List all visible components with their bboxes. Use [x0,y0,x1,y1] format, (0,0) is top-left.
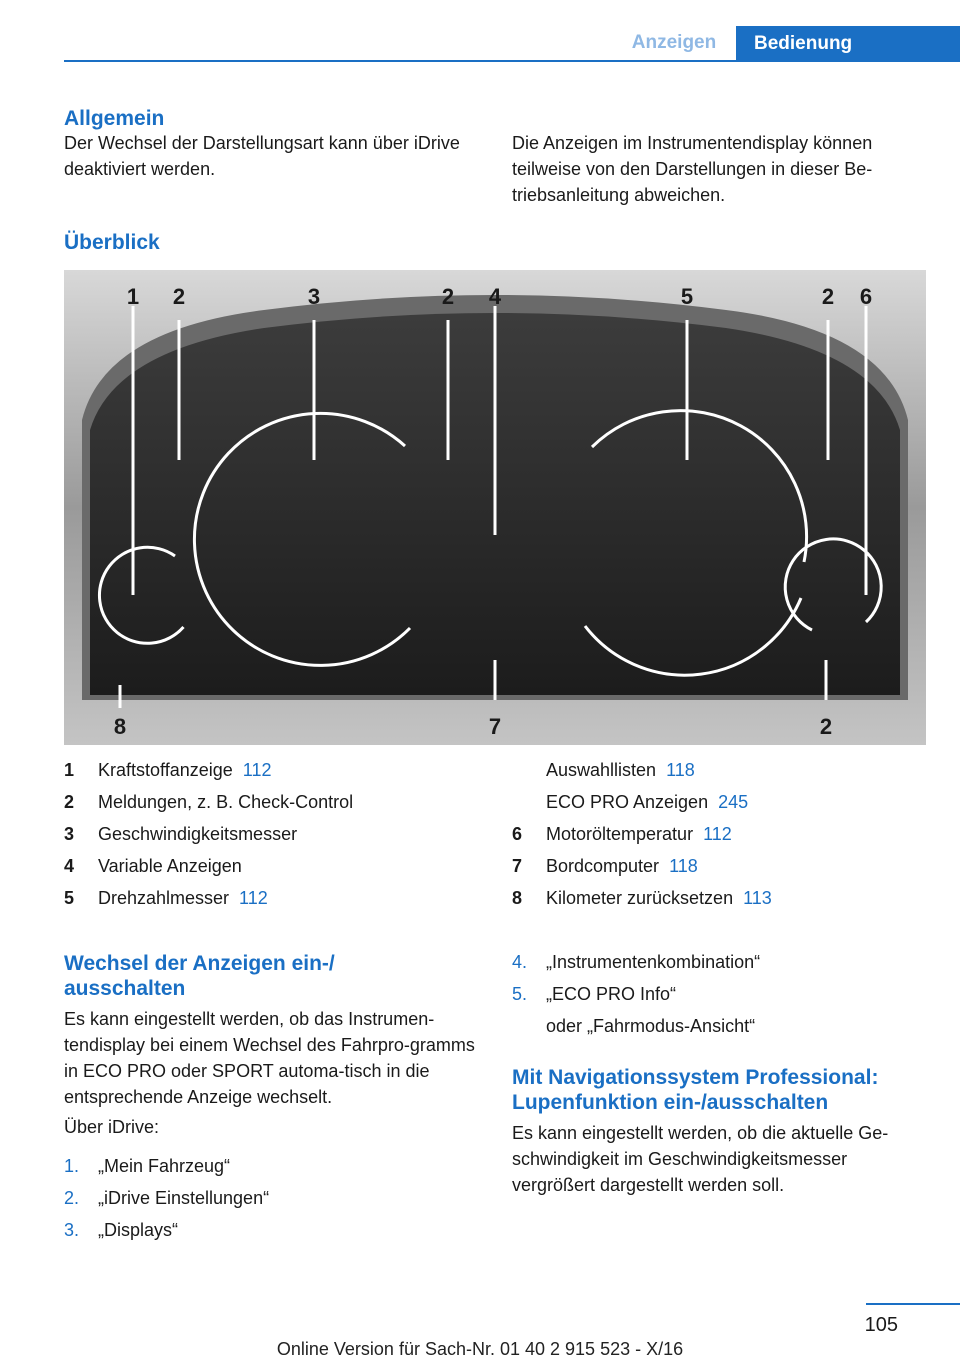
legend-label: Geschwindigkeitsmesser [98,824,298,844]
legend-left [64,754,476,914]
step-label: „ECO PRO Info“ [546,984,677,1004]
page-ref-link[interactable]: 112 [242,760,272,780]
callout-4: 4 [488,284,502,309]
legend-item [512,882,932,914]
callout-5: 5 [680,284,694,309]
legend-label: Drehzahlmesser [98,888,230,908]
legend-label: Kilometer zurücksetzen [546,888,734,908]
legend-item [64,882,476,914]
legend-number: 2 [64,792,75,812]
legend-right [512,754,932,914]
legend-item [512,818,932,850]
legend-item [64,850,476,882]
legend-item [512,850,932,882]
callout-3: 3 [307,284,321,309]
page-ref-link[interactable]: 118 [666,760,695,780]
legend-number [512,786,546,818]
step-label: „Displays“ [98,1220,179,1240]
step-item [64,1182,476,1214]
callout-2c: 2 [821,284,835,309]
step-item [64,1150,476,1182]
callout-6: 6 [859,284,873,309]
callout-2b: 2 [441,284,455,309]
callout-2a: 2 [172,284,186,309]
step-label: oder „Fahrmodus-Ansicht“ [546,1016,756,1036]
callout-8: 8 [113,714,127,739]
steps-left [64,1150,476,1246]
step-number: 1. [64,1156,80,1176]
header-rule [64,60,960,62]
legend-label: Bordcomputer [546,856,660,876]
step-label: „Mein Fahrzeug“ [98,1156,231,1176]
legend-label: Auswahllisten [546,760,657,780]
step-item [512,978,932,1010]
page-ref-link[interactable]: 112 [239,888,268,908]
text-wechsel: Es kann eingestellt werden, ob das Instrumen-tendisplay bei einem Wechsel des Fahrpro-gramms in ECO PRO oder SPORT automa-tisch in die entsprechende Anzeige wechselt. [64,1009,475,1107]
legend-number: 1 [64,760,75,780]
page-ref-link[interactable]: 118 [669,856,698,876]
step-number: 5. [512,984,528,1004]
legend-item [64,818,476,850]
legend-number: 6 [512,824,523,844]
step-item-sub [512,1010,932,1042]
heading-allgemein: Allgemein [64,107,165,130]
legend-label: ECO PRO Anzeigen [546,792,709,812]
step-number: 3. [64,1220,80,1240]
page-ref-link[interactable]: 113 [743,888,772,908]
callout-1: 1 [126,284,140,309]
text-lupenfunktion: Es kann eingestellt werden, ob die aktuelle Ge-schwindigkeit im Geschwindigkeitsmesser vergrößert dargestellt werden soll. [512,1123,889,1195]
footer-rule [866,1303,960,1305]
heading-lupenfunktion: Mit Navigationssystem Professional: Lupenfunktion ein-/ausschalten [512,1066,879,1114]
callout-7: 7 [488,714,502,739]
tab-bedienung[interactable]: Bedienung [736,26,960,62]
legend-label: Variable Anzeigen [98,856,242,876]
tab-anzeigen[interactable]: Anzeigen [631,32,717,53]
heading-wechsel: Wechsel der Anzeigen ein-/ ausschalten [64,952,335,1000]
instrument-cluster-illustration [64,270,926,745]
step-number: 4. [512,952,528,972]
legend-number: 5 [64,888,75,908]
legend-number: 8 [512,888,523,908]
step-label: „Instrumentenkombination“ [546,952,761,972]
legend-item [512,754,932,786]
legend-label: Kraftstoffanzeige [98,760,233,780]
text-ueber-idrive: Über iDrive: [64,1117,160,1137]
step-item [64,1214,476,1246]
page-ref-link[interactable]: 112 [703,824,732,844]
legend-label: Motoröltemperatur [546,824,694,844]
legend-number [512,754,546,786]
footer-version-text: Online Version für Sach-Nr. 01 40 2 915 523 - X/16 [276,1339,684,1359]
legend-item [64,786,476,818]
legend-number: 3 [64,824,75,844]
heading-ueberblick: Überblick [64,231,160,254]
legend-label: Meldungen, z. B. Check-Control [98,792,354,812]
page-number: 105 [864,1314,898,1336]
text-allgemein-left: Der Wechsel der Darstellungsart kann über iDrive deaktiviert werden. [64,133,460,179]
step-indent [512,1010,546,1042]
steps-right [512,946,932,1042]
callout-2d: 2 [819,714,833,739]
step-number: 2. [64,1188,80,1208]
text-allgemein-right: Die Anzeigen im Instrumentendisplay können teilweise von den Darstellungen in dieser Be-triebsanleitung abweichen. [512,133,873,205]
legend-number: 4 [64,856,75,876]
legend-number: 7 [512,856,523,876]
legend-item [64,754,476,786]
step-item [512,946,932,978]
page-ref-link[interactable]: 245 [718,792,749,812]
legend-item [512,786,932,818]
step-label: „iDrive Einstellungen“ [98,1188,270,1208]
